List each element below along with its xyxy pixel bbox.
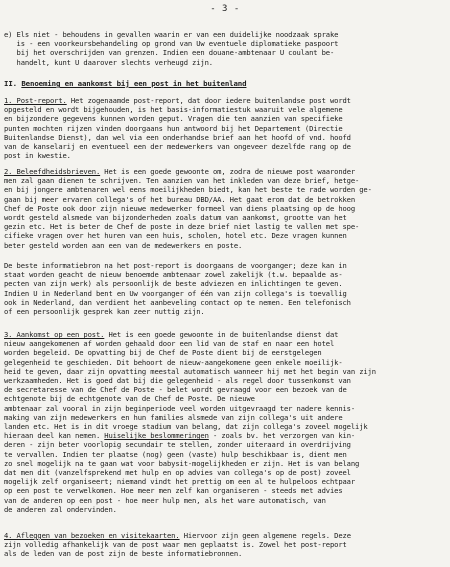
aankomst-line: hieraan deel kan nemen. Huiselijke beslommeringen - zoals bv. het verzorgen van kin- <box>4 431 356 441</box>
aankomst-line: gelegenheid te geschieden. Dit behoort de nieuw-aangekomene geen enkele moeilijk- <box>4 357 343 367</box>
item-title: 4. Afleggen van bezoeken en visitekaarten. <box>4 531 180 540</box>
section-heading: II. Benoeming en aankomst bij een post in het buitenland <box>4 79 247 88</box>
aankomst-line: werkzaamheden. Het is goed dat bij die gelegenheid - als regel door tussenkomst van <box>4 376 351 385</box>
section-e-line: is - een voorkeursbehandeling op grond van Uw eventuele diplomatieke paspoort <box>4 39 339 49</box>
aankomst-line: heid te geven, daar zijn opvatting meestal automatisch wanneer hij met het begin van zijn <box>4 366 376 376</box>
item-title: 1. Post-report. <box>4 96 67 105</box>
beleefdheidsbrieven-line: gaan bij meer ervaren collega's of het bureau DBD/AA. Het gaat erom dat de betrokken <box>4 194 356 204</box>
beleefdheidsbrieven-line: men zal gaan dienen te schrijven. Ten aanzien van het inkleden van deze brief, hetge- <box>4 176 360 186</box>
informatiebron-line: ook in Nederland, dan verdient het aanbeveling contact op te nemen. Een telefonisch <box>4 297 351 307</box>
informatiebron-line: staat worden geacht de nieuw benoemde ambtenaar zowel zakelijk (t.w. bepaalde as- <box>4 270 343 280</box>
aankomst-line: ambtenaar zal vooral in zijn beginperiode veel worden uitgevraagd ter nadere kennis- <box>4 403 356 413</box>
post-report-line: punten mochten rijzen vinden doorgaans hun antwoord bij het Departement (Directie <box>4 123 343 133</box>
beleefdheidsbrieven-line: gezin etc. Het is beter de Chef de poste in deze brief niet lastig te vallen met spe- <box>4 222 360 232</box>
aankomst-line: zo snel mogelijk na te gaan wat voor babysit-mogelijkheden er zijn. Het is van belang <box>4 458 360 468</box>
aankomst-line: making van zijn medewerkers en hun families alsmede van zijn collega's uit andere <box>4 412 343 422</box>
post-report-line: 1. Post-report. Het zogenaamde post-report, dat door iedere buitenlandse post wordt <box>4 96 351 105</box>
beleefdheidsbrieven-line: beter gesteld worden aan een van de medewerkers en poste. <box>4 240 243 250</box>
beleefdheidsbrieven-line: Chef de Poste ook door zijn nieuwe medewerker formeel van diens plaatsing op de hoog <box>4 203 356 213</box>
beleefdheidsbrieven-line: en bij jongere ambtenaren wel eens moeilijkheden biedt, kan het beste te rade worden ge- <box>4 185 372 195</box>
aankomst-line: worden begeleid. De opvatting bij de Chef de Poste dient bij de eerstgelegen <box>4 348 322 358</box>
section-e-line: bij het overschrijden van grenzen. Indien een douane-ambtenaar U coulant be- <box>4 48 335 58</box>
aankomst-line: deren - zijn beter voorlopig secundair te stellen, zonder uiteraard in overdrijving <box>4 440 351 450</box>
section-e-line: e) Els niet - behoudens in gevallen waarin er van een duidelijke noodzaak sprake <box>4 30 339 39</box>
beleefdheidsbrieven-line: cifieke vragen over het huren van een huis, scholen, hotel etc. Deze vragen kunnen <box>4 231 347 241</box>
afleggen-bezoeken-line: als de leden van de post zijn de beste informatiebronnen. <box>4 549 243 559</box>
post-report-line: post in kwestie. <box>4 151 71 161</box>
aankomst-line: de secretaresse van de Chef de Poste - belet wordt gevraagd voor een bezoek van de <box>4 385 347 395</box>
aankomst-line: 3. Aankomst op een post. Het is een goede gewoonte in de buitenlandse dienst dat <box>4 330 339 339</box>
post-report-line: en bijzondere gegevens kunnen worden geput. Vragen die ten aanzien van specifieke <box>4 114 343 124</box>
aankomst-line: landen etc. Het is in dit vroege stadium van belang, dat zijn collega's zoveel mogelijk <box>4 422 368 431</box>
aankomst-line: mogelijk zelf organiseert; niemand vindt het prettig om een al te hulpeloos echtpaar <box>4 477 356 487</box>
aankomst-line: nieuw aangekomenen af worden gehaald door een lid van de staf en naar een hotel <box>4 339 335 349</box>
aankomst-line: te vervallen. Indien ter plaatse (nog) geen (vaste) hulp beschikbaar is, dient men <box>4 449 347 459</box>
beleefdheidsbrieven-line: wordt gesteld alsmede van bijzonderheden zoals datum van aankomst, grootte van het <box>4 213 347 222</box>
afleggen-bezoeken-line: 4. Afleggen van bezoeken en visitekaarten. Hiervoor zijn geen algemene regels. Deze <box>4 531 351 540</box>
afleggen-bezoeken-line: zijn volledig afhankelijk van de post waar men geplaatst is. Zowel het post-report <box>4 540 347 550</box>
page-number: - 3 - <box>210 4 240 14</box>
item-title: 3. Aankomst op een post. <box>4 330 105 339</box>
informatiebron-line: pecten van zijn werk) als persoonlijk de beste adviezen en inlichtingen te geven. <box>4 279 343 289</box>
beleefdheidsbrieven-line: 2. Beleefdheidsbrieven. Het is een goede gewoonte om, zodra de nieuwe post waaronder <box>4 167 356 176</box>
aankomst-line: dat men dit (vanzelfsprekend met hulp en op advies van collega's op de post) zoveel <box>4 468 351 477</box>
underlined-phrase: Huiselijke beslommeringen <box>104 431 209 441</box>
informatiebron-line: De beste informatiebron na het post-report is doorgaans de voorganger; deze kan in <box>4 261 347 270</box>
post-report-line: van de kanselarij en eventueel een der medewerkers van ongeveer dezelfde rang op de <box>4 142 351 151</box>
item-title: 2. Beleefdheidsbrieven. <box>4 167 101 176</box>
aankomst-line: op een post te verwelkomen. Hoe meer men zelf kan organiseren - steeds met advies <box>4 486 343 496</box>
section-e-line: handelt, kunt U daarover slechts verheugd zijn. <box>4 57 213 67</box>
informatiebron-line: of een persoonlijk gesprek kan zeer nuttig zijn. <box>4 307 205 316</box>
informatiebron-line: Indien U in Nederland bent en Uw voorganger of één van zijn collega's is toevallig <box>4 288 347 298</box>
post-report-line: opgesteld en wordt bijgehouden, is het basis-informatiestuk waaruit vele algemene <box>4 105 343 115</box>
post-report-line: Buitenlandse Dienst), dan wel via een onderhandse brief aan het hoofd of vnd. hoofd <box>4 132 351 142</box>
aankomst-line: echtgenote bij de echtgenote van de Chef de Poste. De nieuwe <box>4 394 255 404</box>
aankomst-line: de anderen zal ondervinden. <box>4 504 117 514</box>
aankomst-line: van de anderen op een post - hoe meer hulp men, als het ware automatisch, van <box>4 495 326 505</box>
